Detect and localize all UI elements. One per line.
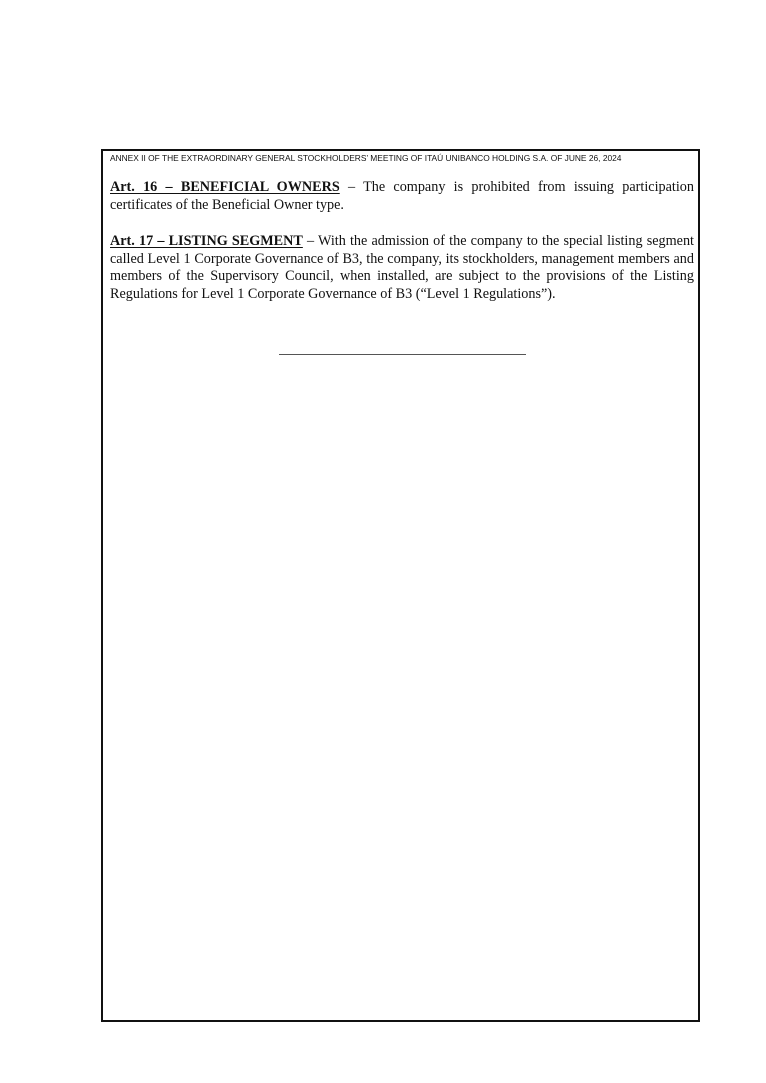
end-separator-line — [279, 354, 526, 355]
article-17-heading: Art. 17 – LISTING SEGMENT — [110, 233, 303, 249]
document-frame — [101, 149, 700, 1022]
article-16-body: – The company is prohibited from issuing participation certificates of the Beneficial Owner type. — [110, 179, 694, 213]
article-17-body: – With the admission of the company to the special listing segment called Level 1 Corporate Governance of B3, the company, its stockholders, management members and members of the Supervisory Council, when installed, are subject to the provisions of the Listing Regulations for Level 1 Corporate Governance of B3 (“Level 1 Regulations”). — [110, 233, 694, 302]
article-16 — [110, 179, 694, 214]
annex-header: ANNEX II OF THE EXTRAORDINARY GENERAL STOCKHOLDERS’ MEETING OF ITAÚ UNIBANCO HOLDING S.A. OF JUNE 26, 2024 — [110, 153, 622, 163]
article-17 — [110, 233, 694, 303]
article-16-heading: Art. 16 – BENEFICIAL OWNERS — [110, 179, 340, 195]
